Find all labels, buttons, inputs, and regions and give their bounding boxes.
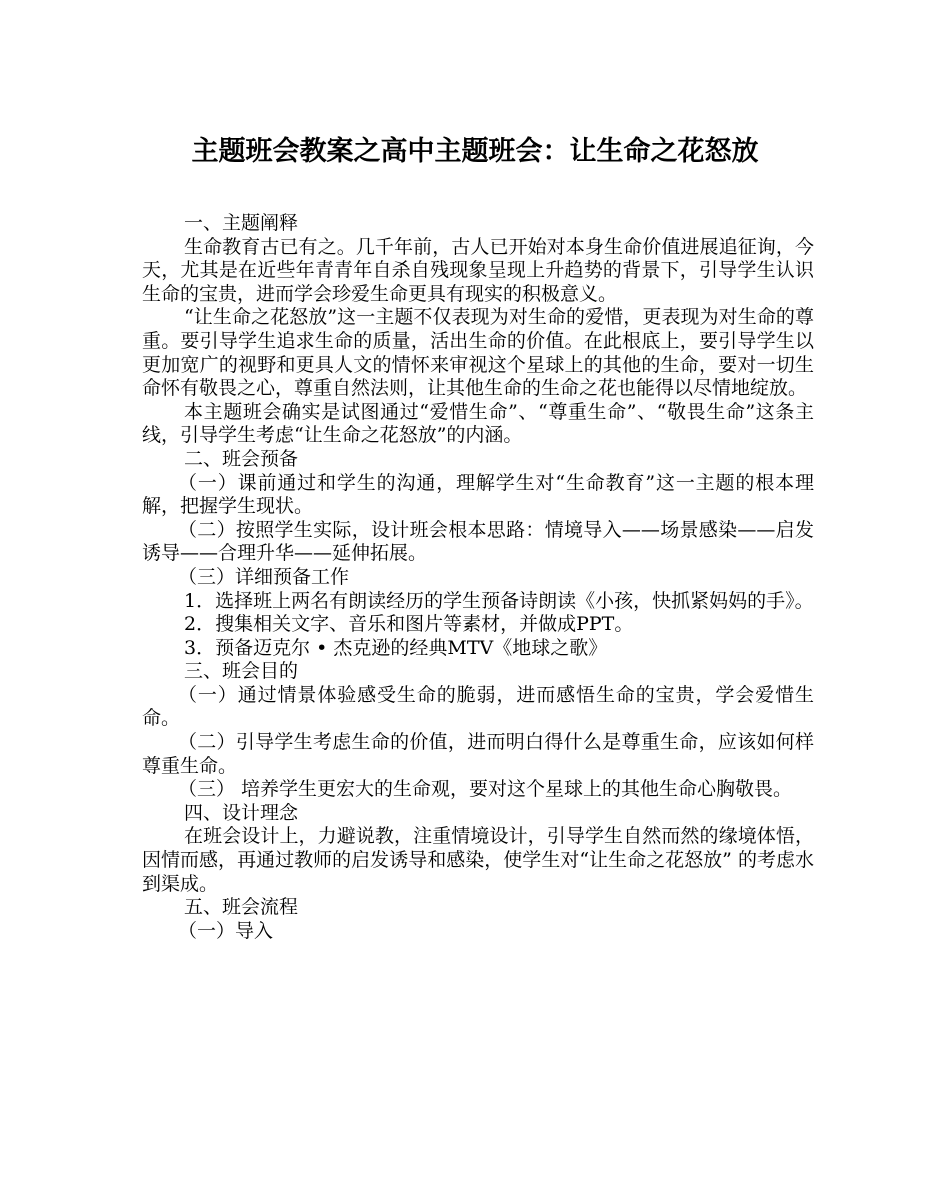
paragraph: 在班会设计上，力避说教，注重情境设计，引导学生自然而然的缘境体悟，因情而感，再通过教师的启发诱导和感染，使学生对“让生命之花怒放” 的考虑水到渠成。	[142, 825, 814, 895]
section-heading-3: 三、班会目的	[184, 660, 299, 683]
section-heading-1: 一、主题阐释	[184, 212, 299, 234]
paragraph: （一）导入	[178, 919, 274, 942]
section-heading-4: 四、设计理念	[184, 801, 299, 824]
section-heading-5: 五、班会流程	[184, 896, 299, 919]
paragraph: “让生命之花怒放”这一主题不仅表现为对生命的爱惜，更表现为对生命的尊重。要引导学生追求生命的质量，活出生命的价值。在此根底上，要引导学生以更加宽广的视野和更具人文的情怀来审视这个星球上的其他的生命，要对一切生命怀有敬畏之心，尊重自然法则，让其他生命的生命之花也能得以尽情地绽放。	[142, 306, 814, 400]
paragraph: （二）引导学生考虑生命的价值，进而明白得什么是尊重生命，应该如何样尊重生命。	[142, 731, 814, 777]
document-body	[142, 212, 814, 943]
paragraph: 生命教育古已有之。几千年前，古人已开始对本身生命价值进展追征询，今天，尤其是在近些年青青年自杀自残现象呈现上升趋势的背景下，引导学生认识生命的宝贵，进而学会珍爱生命更具有现实的积极意义。	[142, 235, 814, 305]
paragraph: （一）通过情景体验感受生命的脆弱，进而感悟生命的宝贵，学会爱惜生命。	[142, 683, 814, 730]
section-heading-2: 二、班会预备	[184, 447, 299, 470]
paragraph: （二）按照学生实际，设计班会根本思路：情境导入——场景感染——启发诱导——合理升华——延伸拓展。	[142, 518, 814, 565]
document-title: 主题班会教案之高中主题班会：让生命之花怒放	[191, 136, 759, 167]
paragraph: （三）详细预备工作	[178, 565, 350, 588]
paragraph: （一）课前通过和学生的沟通，理解学生对“生命教育”这一主题的根本理解，把握学生现状。	[142, 471, 814, 518]
list-item: 3．预备迈克尔 • 杰克逊的经典MTV《地球之歌》	[184, 636, 608, 659]
paragraph: 本主题班会确实是试图通过“爱惜生命”、“尊重生命”、“敬畏生命”这条主线，引导学生考虑“让生命之花怒放”的内涵。	[142, 400, 814, 447]
list-item: 2．搜集相关文字、音乐和图片等素材，并做成PPT。	[184, 613, 634, 636]
paragraph: （三） 培养学生更宏大的生命观，要对这个星球上的其他生命心胸敬畏。	[178, 778, 793, 801]
list-item: 1．选择班上两名有朗读经历的学生预备诗朗读《小孩，快抓紧妈妈的手》。	[184, 589, 814, 612]
